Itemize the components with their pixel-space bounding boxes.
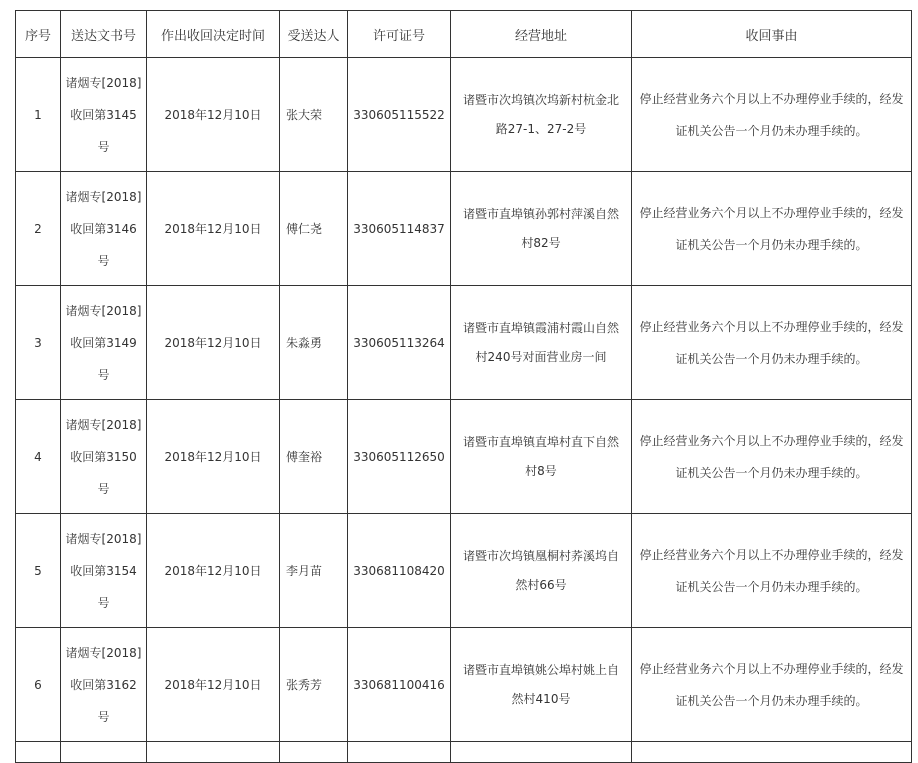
header-license: 许可证号 bbox=[348, 11, 451, 58]
doc-line: 号 bbox=[97, 139, 110, 154]
cell-doc bbox=[61, 172, 147, 286]
doc-line: 号 bbox=[97, 709, 110, 724]
cell-person: 傅奎裕 bbox=[280, 400, 348, 514]
cell-no: 5 bbox=[16, 514, 61, 628]
cell-reason bbox=[632, 286, 912, 400]
cell-date: 2018年12月10日 bbox=[147, 628, 280, 742]
addr-line: 村8号 bbox=[525, 463, 557, 478]
cell-no: 4 bbox=[16, 400, 61, 514]
doc-line: 收回第3162 bbox=[70, 677, 137, 692]
cell-reason bbox=[632, 172, 912, 286]
cell-reason bbox=[632, 628, 912, 742]
addr-line: 然村66号 bbox=[515, 577, 567, 592]
doc-line: 号 bbox=[97, 595, 110, 610]
doc-line: 诸烟专[2018] bbox=[65, 417, 142, 432]
cell-empty bbox=[348, 742, 451, 763]
cell-empty bbox=[451, 742, 632, 763]
cell-date: 2018年12月10日 bbox=[147, 58, 280, 172]
cell-person: 傅仁尧 bbox=[280, 172, 348, 286]
cell-doc bbox=[61, 514, 147, 628]
cell-no: 6 bbox=[16, 628, 61, 742]
table-row bbox=[16, 628, 912, 742]
addr-line: 村240号对面营业房一间 bbox=[475, 349, 607, 364]
reason-line: 停止经营业务六个月以上不办理停业手续的，经发 bbox=[639, 661, 904, 676]
reason-line: 停止经营业务六个月以上不办理停业手续的，经发 bbox=[639, 433, 904, 448]
header-date: 作出收回决定时间 bbox=[147, 11, 280, 58]
doc-line: 诸烟专[2018] bbox=[65, 645, 142, 660]
reason-line: 证机关公告一个月仍未办理手续的。 bbox=[675, 123, 868, 138]
doc-line: 诸烟专[2018] bbox=[65, 75, 142, 90]
reason-line: 证机关公告一个月仍未办理手续的。 bbox=[675, 465, 868, 480]
addr-line: 诸暨市直埠镇姚公埠村姚上自 bbox=[462, 662, 619, 677]
table-row bbox=[16, 172, 912, 286]
doc-line: 收回第3146 bbox=[70, 221, 137, 236]
reason-line: 停止经营业务六个月以上不办理停业手续的，经发 bbox=[639, 547, 904, 562]
cell-doc bbox=[61, 58, 147, 172]
cell-address bbox=[451, 514, 632, 628]
cell-no: 3 bbox=[16, 286, 61, 400]
header-reason: 收回事由 bbox=[632, 11, 912, 58]
cell-license: 330681100416 bbox=[348, 628, 451, 742]
revocation-table bbox=[15, 10, 912, 763]
cell-no: 2 bbox=[16, 172, 61, 286]
doc-line: 收回第3154 bbox=[70, 563, 137, 578]
cell-address bbox=[451, 172, 632, 286]
reason-line: 证机关公告一个月仍未办理手续的。 bbox=[675, 693, 868, 708]
addr-line: 诸暨市直埠镇霞浦村霞山自然 bbox=[462, 320, 619, 335]
cell-empty bbox=[632, 742, 912, 763]
header-row bbox=[16, 11, 912, 58]
doc-line: 诸烟专[2018] bbox=[65, 531, 142, 546]
doc-line: 诸烟专[2018] bbox=[65, 189, 142, 204]
cell-license: 330605114837 bbox=[348, 172, 451, 286]
cell-empty bbox=[147, 742, 280, 763]
cell-doc bbox=[61, 628, 147, 742]
cell-date: 2018年12月10日 bbox=[147, 172, 280, 286]
doc-line: 号 bbox=[97, 481, 110, 496]
cell-person: 张秀芳 bbox=[280, 628, 348, 742]
doc-line: 收回第3145 bbox=[70, 107, 137, 122]
doc-line: 收回第3150 bbox=[70, 449, 137, 464]
cell-date: 2018年12月10日 bbox=[147, 400, 280, 514]
cell-empty bbox=[280, 742, 348, 763]
header-person: 受送达人 bbox=[280, 11, 348, 58]
cell-reason bbox=[632, 400, 912, 514]
cell-person: 朱淼勇 bbox=[280, 286, 348, 400]
addr-line: 路27-1、27-2号 bbox=[495, 121, 587, 136]
reason-line: 证机关公告一个月仍未办理手续的。 bbox=[675, 351, 868, 366]
addr-line: 诸暨市次坞镇次坞新村杭金北 bbox=[462, 92, 619, 107]
cell-license: 330605112650 bbox=[348, 400, 451, 514]
reason-line: 停止经营业务六个月以上不办理停业手续的，经发 bbox=[639, 319, 904, 334]
reason-line: 停止经营业务六个月以上不办理停业手续的，经发 bbox=[639, 205, 904, 220]
cell-address bbox=[451, 286, 632, 400]
cell-license: 330605115522 bbox=[348, 58, 451, 172]
doc-line: 号 bbox=[97, 367, 110, 382]
header-doc: 送达文书号 bbox=[61, 11, 147, 58]
table-row bbox=[16, 58, 912, 172]
cell-license: 330605113264 bbox=[348, 286, 451, 400]
cell-empty bbox=[61, 742, 147, 763]
cell-reason bbox=[632, 58, 912, 172]
table-row-cutoff bbox=[16, 742, 912, 763]
reason-line: 证机关公告一个月仍未办理手续的。 bbox=[675, 579, 868, 594]
cell-empty bbox=[16, 742, 61, 763]
table-row bbox=[16, 514, 912, 628]
cell-doc bbox=[61, 286, 147, 400]
doc-line: 诸烟专[2018] bbox=[65, 303, 142, 318]
cell-reason bbox=[632, 514, 912, 628]
cell-address bbox=[451, 400, 632, 514]
header-address: 经营地址 bbox=[451, 11, 632, 58]
addr-line: 村82号 bbox=[521, 235, 561, 250]
table-row bbox=[16, 400, 912, 514]
cell-address bbox=[451, 628, 632, 742]
addr-line: 然村410号 bbox=[511, 691, 571, 706]
cell-license: 330681108420 bbox=[348, 514, 451, 628]
doc-line: 号 bbox=[97, 253, 110, 268]
cell-person: 张大荣 bbox=[280, 58, 348, 172]
cell-date: 2018年12月10日 bbox=[147, 286, 280, 400]
cell-date: 2018年12月10日 bbox=[147, 514, 280, 628]
cell-no: 1 bbox=[16, 58, 61, 172]
doc-line: 收回第3149 bbox=[70, 335, 137, 350]
table-row bbox=[16, 286, 912, 400]
header-no: 序号 bbox=[16, 11, 61, 58]
cell-person: 李月苗 bbox=[280, 514, 348, 628]
reason-line: 停止经营业务六个月以上不办理停业手续的，经发 bbox=[639, 91, 904, 106]
cell-doc bbox=[61, 400, 147, 514]
addr-line: 诸暨市直埠镇直埠村直下自然 bbox=[462, 434, 619, 449]
addr-line: 诸暨市次坞镇凰桐村荞溪坞自 bbox=[462, 548, 619, 563]
reason-line: 证机关公告一个月仍未办理手续的。 bbox=[675, 237, 868, 252]
cell-address bbox=[451, 58, 632, 172]
addr-line: 诸暨市直埠镇孙郭村萍溪自然 bbox=[462, 206, 619, 221]
